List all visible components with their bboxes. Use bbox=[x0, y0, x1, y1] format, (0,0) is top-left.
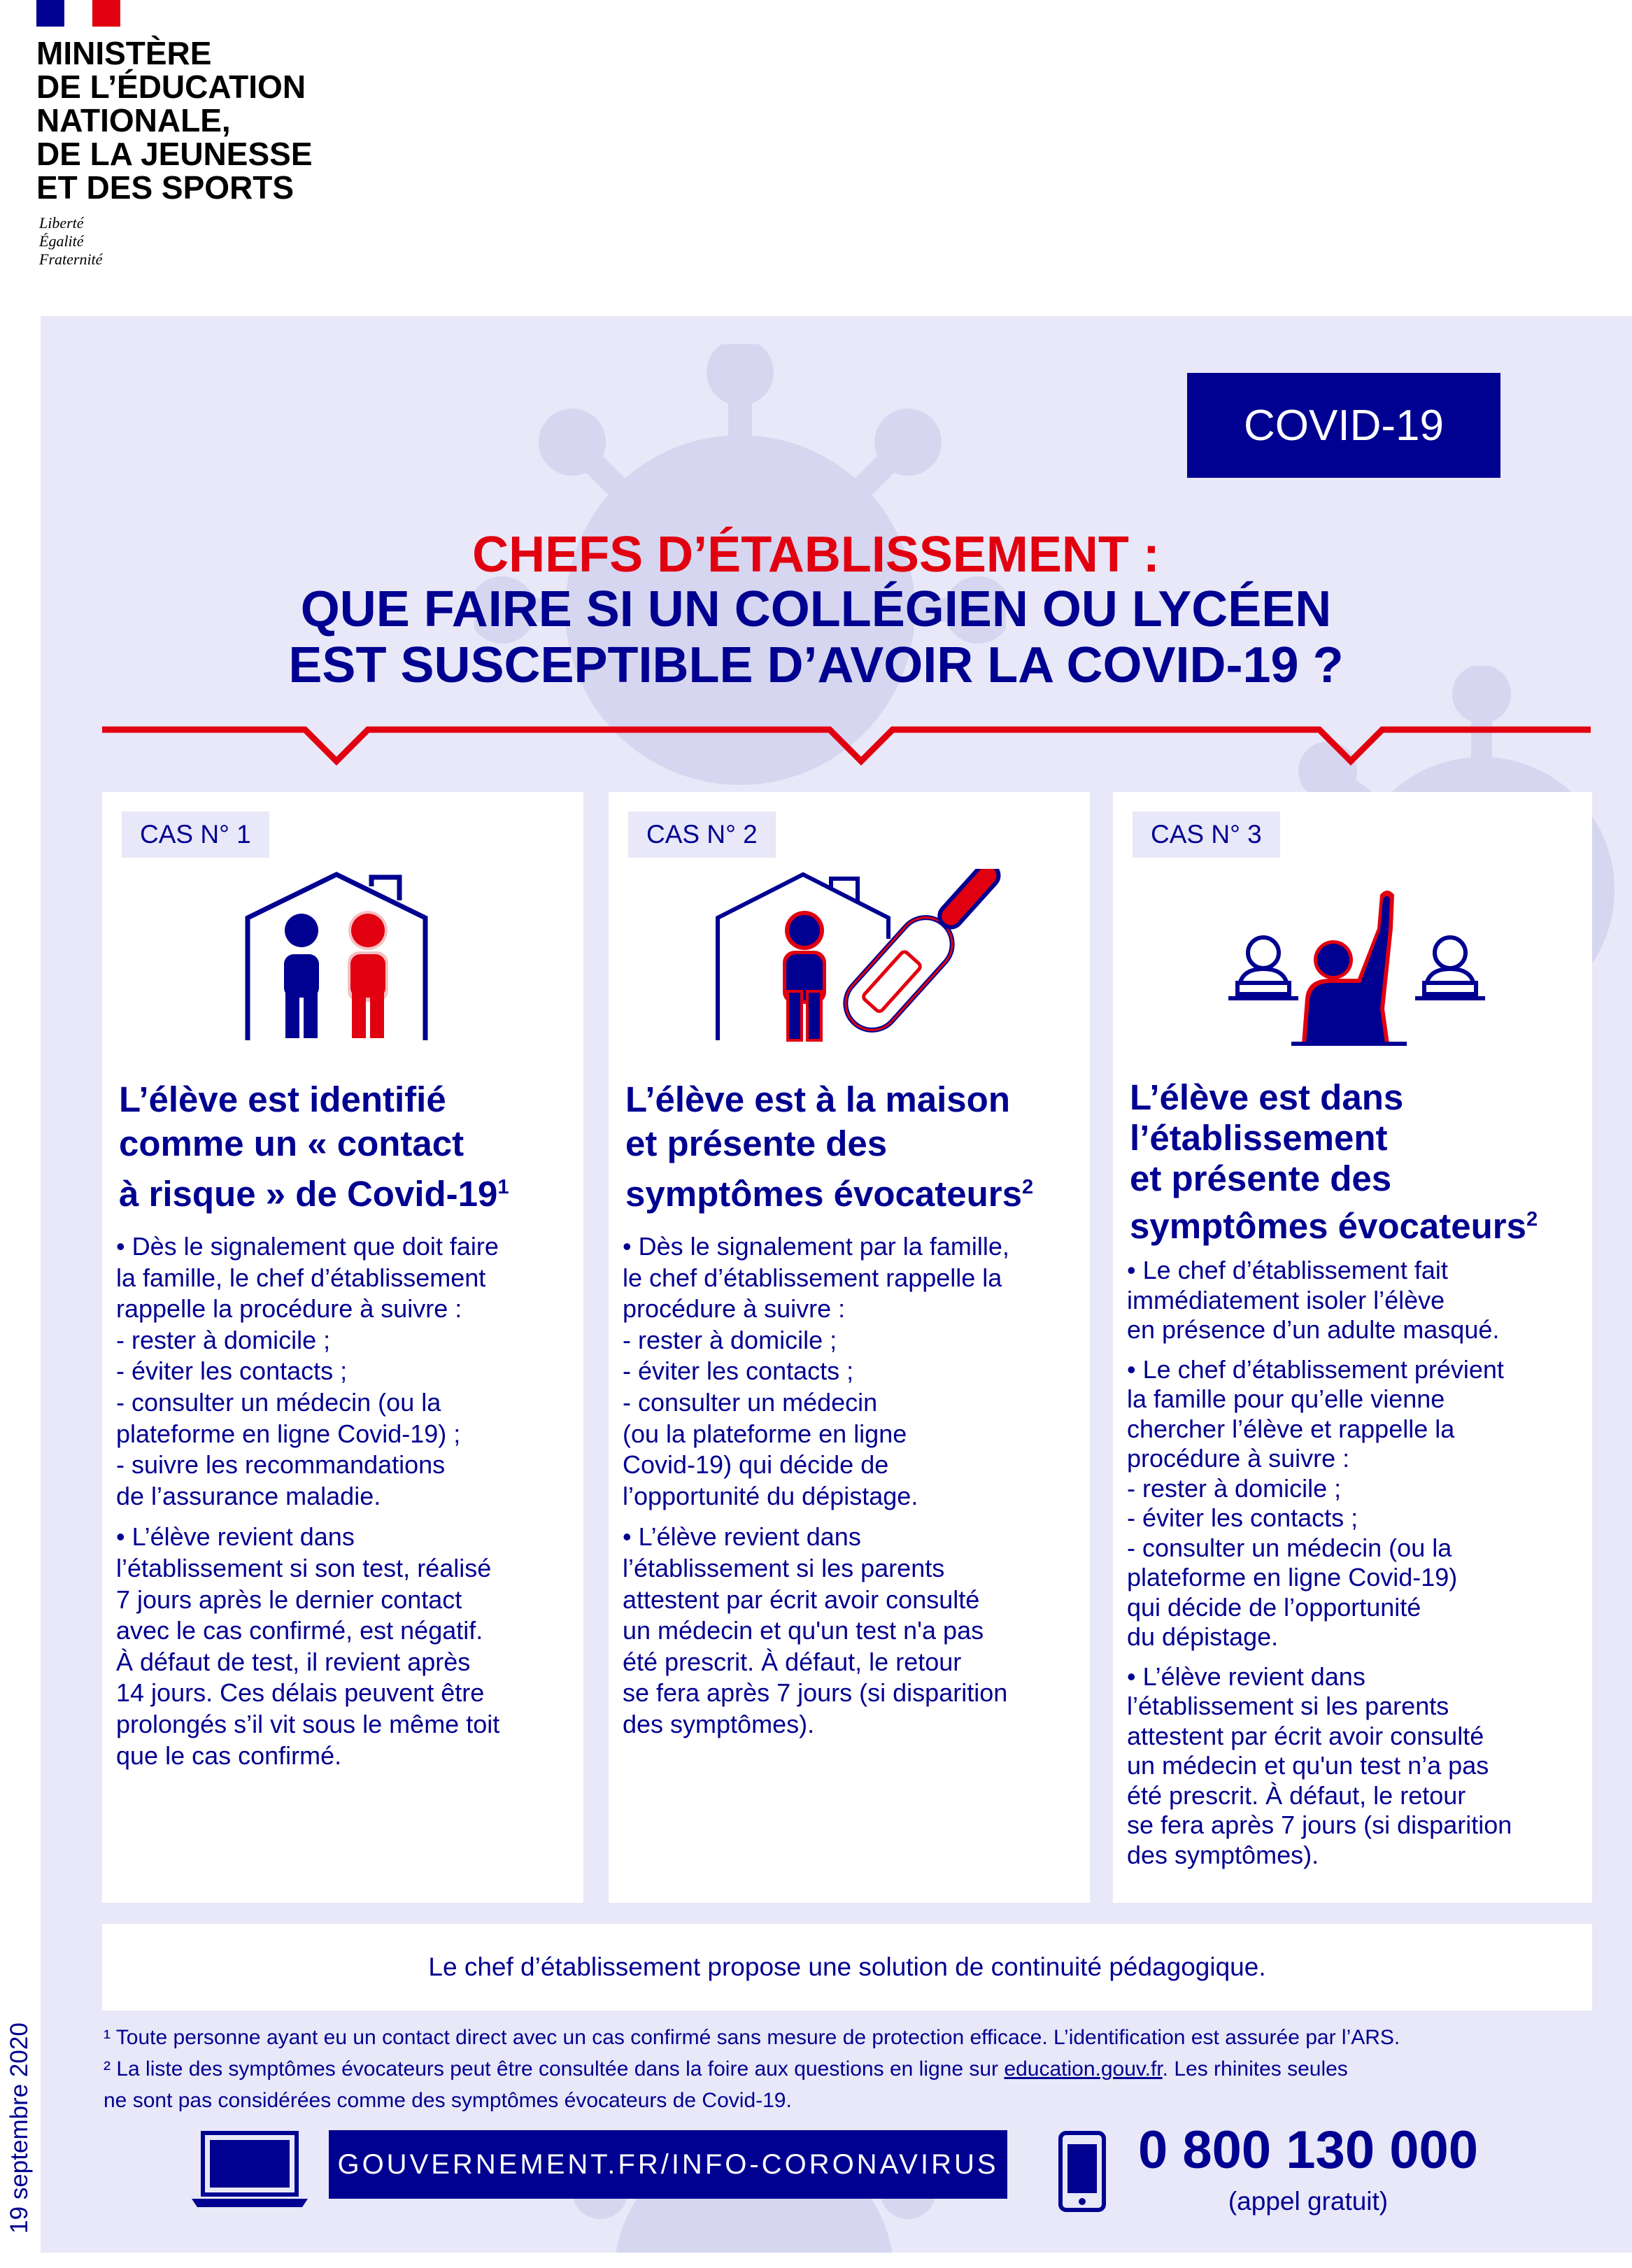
case-paragraph bbox=[116, 1231, 578, 1512]
marianne-logo bbox=[36, 0, 120, 27]
ministry-line: NATIONALE, bbox=[36, 102, 231, 139]
case-title-line: L’élève est identifié bbox=[119, 1079, 446, 1119]
text-line: - rester à domicile ; bbox=[1127, 1473, 1342, 1503]
text-line: • Le chef d’établissement fait bbox=[1127, 1256, 1448, 1284]
case-title-line bbox=[119, 1165, 574, 1216]
text-line: (ou la plateforme en ligne bbox=[623, 1419, 907, 1448]
text-line: Covid-19) qui décide de bbox=[623, 1450, 889, 1480]
text-line: l’établissement si son test, réalisé bbox=[116, 1553, 492, 1582]
case-label: CAS N° 2 bbox=[628, 811, 776, 858]
case-title-text: symptômes évocateurs bbox=[625, 1174, 1022, 1214]
text-line: plateforme en ligne Covid-19) bbox=[1127, 1563, 1458, 1592]
page-title-line: QUE FAIRE SI UN COLLÉGIEN OU LYCÉEN bbox=[300, 581, 1332, 637]
text-line: le chef d’établissement rappelle la bbox=[623, 1263, 1002, 1292]
text-line: l’établissement si les parents bbox=[623, 1553, 945, 1582]
text-line: immédiatement isoler l’élève bbox=[1127, 1285, 1445, 1314]
case-title bbox=[625, 1077, 1080, 1216]
text-line: chercher l’élève et rappelle la bbox=[1127, 1414, 1455, 1443]
case-title bbox=[119, 1077, 574, 1216]
red-divider-with-arrows bbox=[102, 719, 1591, 782]
two-students-at-home-icon bbox=[242, 869, 431, 1044]
text-line: • Dès le signalement que doit faire bbox=[116, 1232, 499, 1261]
text-line: • L’élève revient dans bbox=[623, 1522, 861, 1552]
text-line: été prescrit. À défaut, le retour bbox=[623, 1647, 962, 1676]
footnotes bbox=[104, 2022, 1594, 2116]
case-body bbox=[116, 1231, 578, 1781]
case-title bbox=[1130, 1077, 1584, 1247]
hotline-note: (appel gratuit) bbox=[1228, 2187, 1389, 2216]
case-paragraph bbox=[116, 1522, 578, 1771]
text-line: se fera après 7 jours (si disparition bbox=[1127, 1810, 1512, 1839]
motto-line: Fraternité bbox=[39, 250, 103, 268]
page-title-line: CHEFS D’ÉTABLISSEMENT : bbox=[472, 527, 1160, 583]
text-line: la famille pour qu’elle vienne bbox=[1127, 1384, 1445, 1413]
text-line: • L’élève revient dans bbox=[1127, 1661, 1365, 1691]
text-line: de l’assurance maladie. bbox=[116, 1481, 381, 1510]
covid-badge: COVID-19 bbox=[1187, 373, 1500, 478]
text-line: l’établissement si les parents bbox=[1127, 1692, 1449, 1720]
text-line: attestent par écrit avoir consulté bbox=[1127, 1721, 1484, 1750]
text-line: rappelle la procédure à suivre : bbox=[116, 1294, 462, 1324]
case-title-line: L’élève est à la maison bbox=[625, 1079, 1010, 1119]
text-line: - suivre les recommandations bbox=[116, 1450, 446, 1480]
case-label: CAS N° 3 bbox=[1133, 811, 1280, 858]
footnote-ref: 1 bbox=[497, 1176, 509, 1198]
case-label: CAS N° 1 bbox=[122, 811, 269, 858]
case-title-line: et présente des bbox=[1130, 1158, 1392, 1198]
case-card-1 bbox=[102, 792, 583, 1903]
case-card-2 bbox=[609, 792, 1090, 1903]
education-gouv-link[interactable]: education.gouv.fr bbox=[1004, 2057, 1163, 2081]
motto-line: Liberté bbox=[39, 214, 84, 232]
text-line: • Le chef d’établissement prévient bbox=[1127, 1354, 1504, 1384]
text-line: À défaut de test, il revient après bbox=[116, 1647, 471, 1676]
text-line: se fera après 7 jours (si disparition bbox=[623, 1678, 1008, 1708]
text-line: la famille, le chef d’établissement bbox=[116, 1263, 486, 1292]
case-paragraph bbox=[623, 1522, 1084, 1740]
text-line: en présence d’un adulte masqué. bbox=[1127, 1315, 1500, 1344]
text-line: été prescrit. À défaut, le retour bbox=[1127, 1780, 1466, 1810]
motto-line: Égalité bbox=[39, 232, 84, 250]
publication-date: 19 septembre 2020 bbox=[6, 2022, 33, 2234]
text-line: qui décide de l’opportunité bbox=[1127, 1592, 1421, 1622]
ministry-line: MINISTÈRE bbox=[36, 35, 212, 71]
text-line: un médecin et qu'un test n'a pas bbox=[623, 1616, 984, 1645]
text-line: que le cas confirmé. bbox=[116, 1741, 342, 1770]
republic-motto bbox=[39, 214, 102, 269]
text-line: - consulter un médecin (ou la bbox=[1127, 1533, 1452, 1562]
footnote-ref: 2 bbox=[1021, 1176, 1034, 1198]
text-line: procédure à suivre : bbox=[623, 1294, 846, 1324]
case-title-line: L’élève est dans bbox=[1130, 1077, 1404, 1117]
student-raising-hand-in-class-icon bbox=[1225, 886, 1491, 1047]
text-line: 7 jours après le dernier contact bbox=[116, 1585, 462, 1614]
footnote-2-text: ² La liste des symptômes évocateurs peut être consultée dans la foire aux questions en ligne sur bbox=[104, 2057, 1005, 2081]
case-paragraph bbox=[623, 1231, 1084, 1512]
case-title-line: l’établissement bbox=[1130, 1118, 1388, 1158]
text-line: plateforme en ligne Covid-19) ; bbox=[116, 1419, 461, 1448]
case-title-line: comme un « contact bbox=[119, 1124, 464, 1163]
text-line: des symptômes). bbox=[1127, 1840, 1319, 1869]
text-line: - rester à domicile ; bbox=[116, 1325, 331, 1354]
header bbox=[0, 0, 1632, 315]
case-paragraph bbox=[1127, 1355, 1589, 1652]
text-line: des symptômes). bbox=[623, 1709, 815, 1738]
text-line: - consulter un médecin (ou la bbox=[116, 1387, 441, 1417]
footnote-2 bbox=[104, 2053, 1594, 2085]
text-line: - rester à domicile ; bbox=[623, 1325, 837, 1354]
text-line: - éviter les contacts ; bbox=[1127, 1503, 1358, 1532]
text-line: 14 jours. Ces délais peuvent être bbox=[116, 1678, 485, 1708]
case-title-line: et présente des bbox=[625, 1124, 888, 1163]
text-line: - éviter les contacts ; bbox=[623, 1356, 854, 1386]
text-line: du dépistage. bbox=[1127, 1622, 1279, 1651]
case-title-text: à risque » de Covid-19 bbox=[119, 1174, 498, 1214]
ministry-line: DE L’ÉDUCATION bbox=[36, 69, 306, 105]
text-line: procédure à suivre : bbox=[1127, 1444, 1350, 1473]
case-card-3 bbox=[1113, 792, 1592, 1903]
case-title-text: symptômes évocateurs bbox=[1130, 1206, 1526, 1246]
ministry-line: DE LA JEUNESSE bbox=[36, 136, 313, 172]
phone-icon bbox=[1058, 2130, 1107, 2213]
ministry-name bbox=[36, 36, 313, 204]
text-line: - éviter les contacts ; bbox=[116, 1356, 348, 1386]
text-line: l’opportunité du dépistage. bbox=[623, 1481, 918, 1510]
text-line: • Dès le signalement par la famille, bbox=[623, 1232, 1009, 1261]
text-line: prolongés s’il vit sous le même toit bbox=[116, 1709, 500, 1738]
footnote-2-line-2: ne sont pas considérées comme des symptômes évocateurs de Covid-19. bbox=[104, 2089, 792, 2112]
case-title-line bbox=[625, 1165, 1080, 1216]
hotline-number[interactable]: 0 800 130 000 bbox=[1137, 2120, 1479, 2180]
case-title-line bbox=[1130, 1199, 1584, 1247]
page-title-line: EST SUSCEPTIBLE D’AVOIR LA COVID-19 ? bbox=[288, 637, 1344, 693]
student-with-thermometer-icon bbox=[714, 869, 1007, 1058]
text-line: attestent par écrit avoir consulté bbox=[623, 1585, 980, 1614]
text-line: un médecin et qu'un test n’a pas bbox=[1127, 1751, 1489, 1780]
laptop-icon bbox=[190, 2130, 309, 2209]
case-body bbox=[623, 1231, 1084, 1750]
text-line: avec le cas confirmé, est négatif. bbox=[116, 1616, 483, 1645]
text-line: • L’élève revient dans bbox=[116, 1522, 355, 1552]
gouvernement-info-link[interactable]: GOUVERNEMENT.FR/INFO-CORONAVIRUS bbox=[329, 2130, 1007, 2199]
footnote-2-text: . Les rhinites seules bbox=[1162, 2057, 1348, 2081]
continuity-banner: Le chef d’établissement propose une solution de continuité pédagogique. bbox=[102, 1924, 1592, 2011]
footnote-1: ¹ Toute personne ayant eu un contact direct avec un cas confirmé sans mesure de protection efficace. L’identification est assurée par l’ARS. bbox=[104, 2026, 1400, 2049]
text-line: - consulter un médecin bbox=[623, 1387, 878, 1417]
case-body bbox=[1127, 1256, 1589, 1880]
footnote-ref: 2 bbox=[1526, 1208, 1538, 1231]
ministry-line: ET DES SPORTS bbox=[36, 169, 295, 206]
case-paragraph bbox=[1127, 1662, 1589, 1871]
case-paragraph bbox=[1127, 1256, 1589, 1345]
